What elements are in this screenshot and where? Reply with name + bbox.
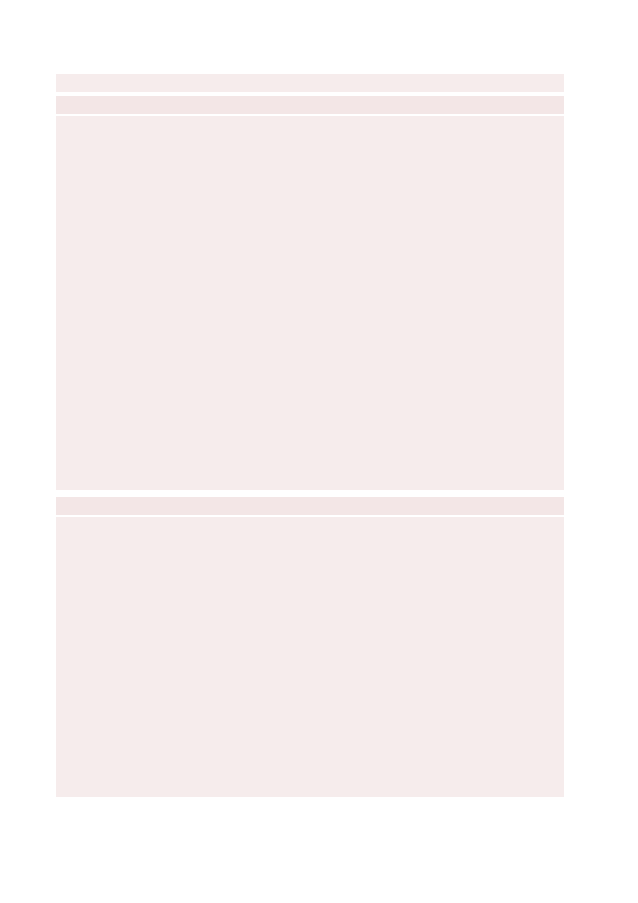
- section2-body-band: [56, 517, 564, 797]
- section1-body-band: [56, 116, 564, 490]
- section1-title-band: [56, 96, 564, 114]
- section2-title-band: [56, 497, 564, 515]
- heading-band: [56, 74, 564, 92]
